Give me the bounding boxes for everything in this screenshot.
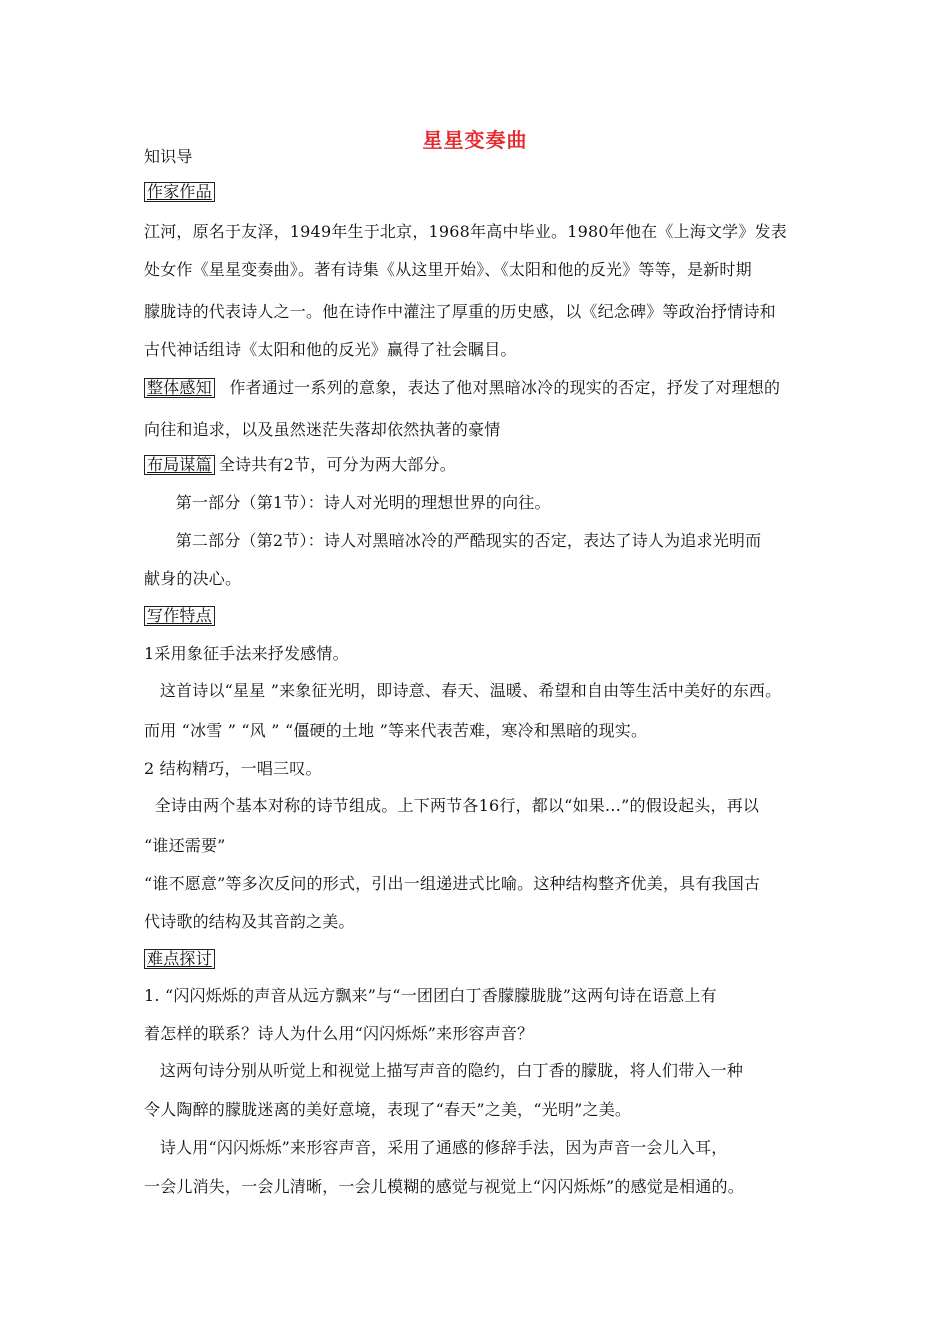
section-heading-line [144, 606, 219, 626]
line-text: “谁不愿意”等多次反问的形式，引出一组递进式比喻。这种结构整齐优美，具有我国古 [144, 874, 761, 893]
line-text: 一会儿消失，一会儿清晰，一会儿模糊的感觉与视觉上“闪闪烁烁”的感觉是相通的。 [144, 1177, 744, 1196]
text-line [144, 1024, 533, 1044]
line-text: 全诗共有2节，可分为两大部分。 [218, 455, 456, 474]
line-text: 处女作《星星变奏曲》。著有诗集《从这里开始》、《太阳和他的反光》等等，是新时期 [144, 260, 752, 279]
text-line [144, 493, 551, 513]
text-line [144, 644, 349, 664]
line-text: 向往和追求，以及虽然迷茫失落却依然执著的豪情 [144, 420, 501, 439]
line-text: “谁还需要” [144, 836, 226, 855]
line-text: 朦胧诗的代表诗人之一。他在诗作中灌注了厚重的历史感，以《纪念碑》等政治抒情诗和 [144, 302, 776, 321]
text-line [144, 531, 761, 551]
line-text: 1. “闪闪烁烁的声音从远方飘来”与“一团团白丁香朦朦胧胧”这两句诗在语意上有 [144, 986, 717, 1005]
line-text: 这首诗以“星星 ”来象征光明，即诗意、春天、温暖、希望和自由等生活中美好的东西。 [144, 681, 782, 700]
document-title: 星星变奏曲 [422, 128, 528, 152]
text-line [144, 1061, 743, 1081]
text-line [144, 1100, 631, 1120]
line-text: 第一部分（第1节）：诗人对光明的理想世界的向往。 [144, 493, 551, 512]
section-heading: 整体感知 [144, 378, 215, 398]
line-text: 着怎样的联系？诗人为什么用“闪闪烁烁”来形容声音？ [144, 1024, 534, 1043]
line-text: 献身的决心。 [144, 569, 242, 588]
line-text: 诗人用“闪闪烁烁”来形容声音，采用了通感的修辞手法，因为声音一会儿入耳， [144, 1138, 728, 1157]
section-heading-line [144, 378, 780, 398]
text-line [144, 912, 355, 932]
line-text: 全诗由两个基本对称的诗节组成。上下两节各16行，都以“如果…”的假设起头，再以 [144, 796, 760, 815]
line-text: 代诗歌的结构及其音韵之美。 [144, 912, 355, 931]
section-heading: 作家作品 [144, 182, 215, 202]
text-line [144, 222, 787, 242]
text-line [144, 681, 781, 701]
section-heading-line [144, 182, 219, 202]
section-heading: 难点探讨 [144, 949, 215, 969]
section-heading-line [144, 949, 219, 969]
line-text: 知识导 [144, 147, 193, 166]
line-text: 江河，原名于友泽，1949年生于北京，1968年高中毕业。1980年他在《上海文学》发表 [144, 222, 787, 241]
line-text: 令人陶醉的朦胧迷离的美好意境，表现了“春天”之美，“光明”之美。 [144, 1100, 632, 1119]
text-line [144, 569, 241, 589]
line-text: 而用 “冰雪 ” “风 ” “僵硬的土地 ”等来代表苦难，寒冷和黑暗的现实。 [144, 721, 648, 740]
text-line [144, 759, 322, 779]
line-text: 1采用象征手法来抒发感情。 [144, 644, 349, 663]
text-line [144, 796, 759, 816]
text-line [144, 1138, 727, 1158]
text-line [144, 302, 776, 322]
section-heading: 布局谋篇 [144, 455, 215, 475]
text-line [144, 986, 717, 1006]
line-text: 第二部分（第2节）：诗人对黑暗冰冷的严酷现实的否定，表达了诗人为追求光明而 [144, 531, 762, 550]
text-line [144, 836, 226, 856]
text-line [144, 260, 752, 280]
section-heading-line [144, 455, 456, 475]
text-line [144, 147, 193, 167]
section-heading: 写作特点 [144, 606, 215, 626]
line-text: 这两句诗分别从听觉上和视觉上描写声音的隐约，白丁香的朦胧，将人们带入一种 [144, 1061, 744, 1080]
line-text: 2 结构精巧，一唱三叹。 [144, 759, 322, 778]
text-line [144, 721, 647, 741]
text-line [144, 1177, 744, 1197]
text-line [144, 874, 760, 894]
line-text: 作者通过一系列的意象，表达了他对黑暗冰冷的现实的否定，抒发了对理想的 [218, 378, 781, 397]
line-text: 古代神话组诗《太阳和他的反光》赢得了社会瞩目。 [144, 340, 517, 359]
text-line [144, 420, 500, 440]
text-line [144, 340, 517, 360]
